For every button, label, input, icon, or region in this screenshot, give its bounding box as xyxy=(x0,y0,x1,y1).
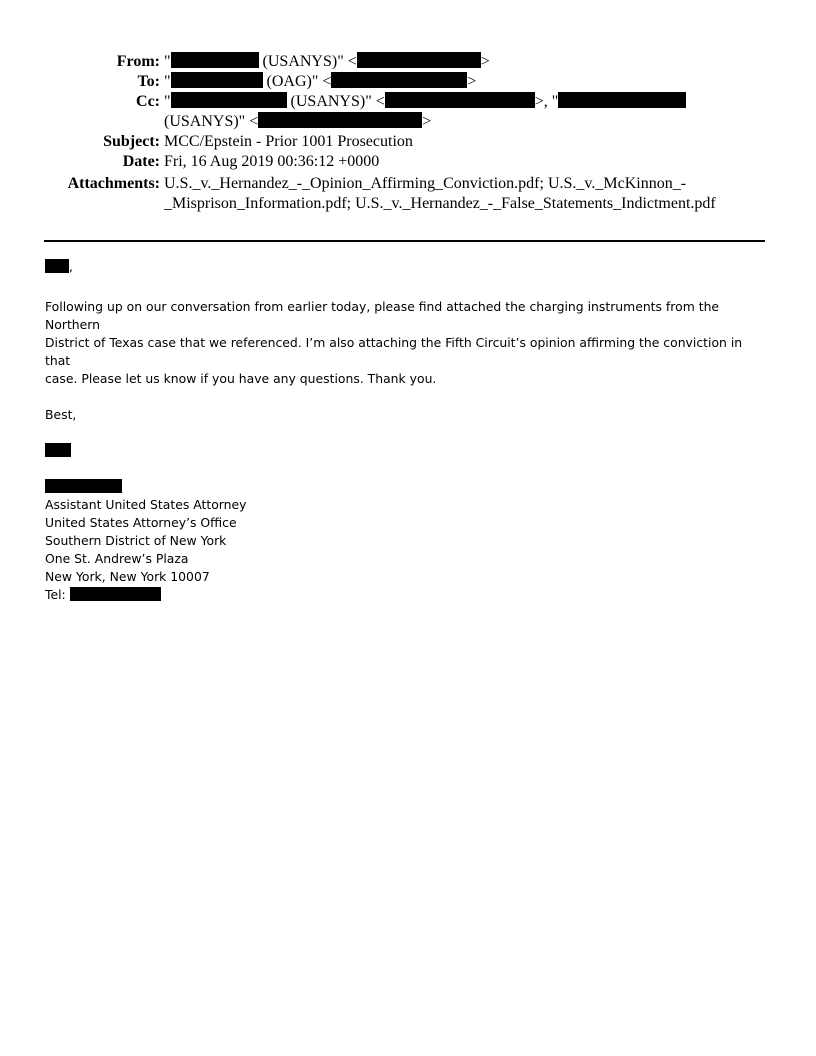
date-row xyxy=(0,152,816,172)
redacted-cc-name-1 xyxy=(171,92,287,108)
cc-row xyxy=(0,92,816,132)
subject-label: Subject: xyxy=(103,133,160,150)
cc-value: " (USANYS)" < >, " (USANYS)" < > xyxy=(164,92,724,132)
signature-district: Southern District of New York xyxy=(45,533,227,548)
attachments-line-2: _Misprison_Information.pdf; U.S._v._Hernandez_-_False_Statements_Indictment.pdf xyxy=(164,195,716,212)
closing: Best, xyxy=(45,407,77,422)
from-value: " (USANYS)" < > xyxy=(164,53,490,70)
redacted-sender-name xyxy=(171,52,259,68)
redacted-greeting-name xyxy=(45,259,69,273)
body-paragraph-line-2: District of Texas case that we referenced. I’m also attaching the Fifth Circuit’s opinion affirming the conviction in that xyxy=(45,335,743,368)
date-label: Date: xyxy=(122,153,160,170)
to-row xyxy=(0,72,816,92)
cc-label: Cc: xyxy=(136,93,160,110)
signature-name xyxy=(45,478,765,496)
header-divider xyxy=(44,240,765,242)
greeting: , xyxy=(45,258,765,276)
signature-initials xyxy=(45,442,765,460)
subject-row xyxy=(0,132,816,152)
redacted-sender-email xyxy=(357,52,481,68)
from-label: From: xyxy=(116,53,160,70)
subject-value: MCC/Epstein - Prior 1001 Prosecution xyxy=(164,133,413,150)
from-row xyxy=(0,52,816,72)
date-value: Fri, 16 Aug 2019 00:36:12 +0000 xyxy=(164,153,380,170)
signature-city: New York, New York 10007 xyxy=(45,569,210,584)
to-label: To: xyxy=(137,73,160,90)
attachments-value xyxy=(164,174,764,214)
redacted-phone-number xyxy=(70,587,161,601)
attachments-row xyxy=(0,174,816,214)
signature-tel: Tel: xyxy=(45,586,765,604)
body-paragraph-line-1: Following up on our conversation from earlier today, please find attached the charging instruments from the Northern xyxy=(45,299,720,332)
email-header xyxy=(0,52,816,214)
redacted-sender-initials xyxy=(45,443,71,457)
signature-title: Assistant United States Attorney xyxy=(45,497,247,512)
email-body xyxy=(45,258,765,604)
redacted-recipient-email xyxy=(331,72,467,88)
signature-street: One St. Andrew’s Plaza xyxy=(45,551,189,566)
signature-office: United States Attorney’s Office xyxy=(45,515,237,530)
attachments-line-1: U.S._v._Hernandez_-_Opinion_Affirming_Conviction.pdf; U.S._v._McKinnon_- xyxy=(164,175,687,192)
attachments-label: Attachments: xyxy=(67,175,160,192)
redacted-signature-name xyxy=(45,479,122,493)
to-value: " (OAG)" < > xyxy=(164,73,477,90)
redacted-recipient-name xyxy=(171,72,263,88)
redacted-cc-email-1 xyxy=(385,92,535,108)
body-paragraph-line-3: case. Please let us know if you have any questions. Thank you. xyxy=(45,371,437,386)
redacted-cc-email-2 xyxy=(258,112,422,128)
redacted-cc-name-2 xyxy=(558,92,686,108)
